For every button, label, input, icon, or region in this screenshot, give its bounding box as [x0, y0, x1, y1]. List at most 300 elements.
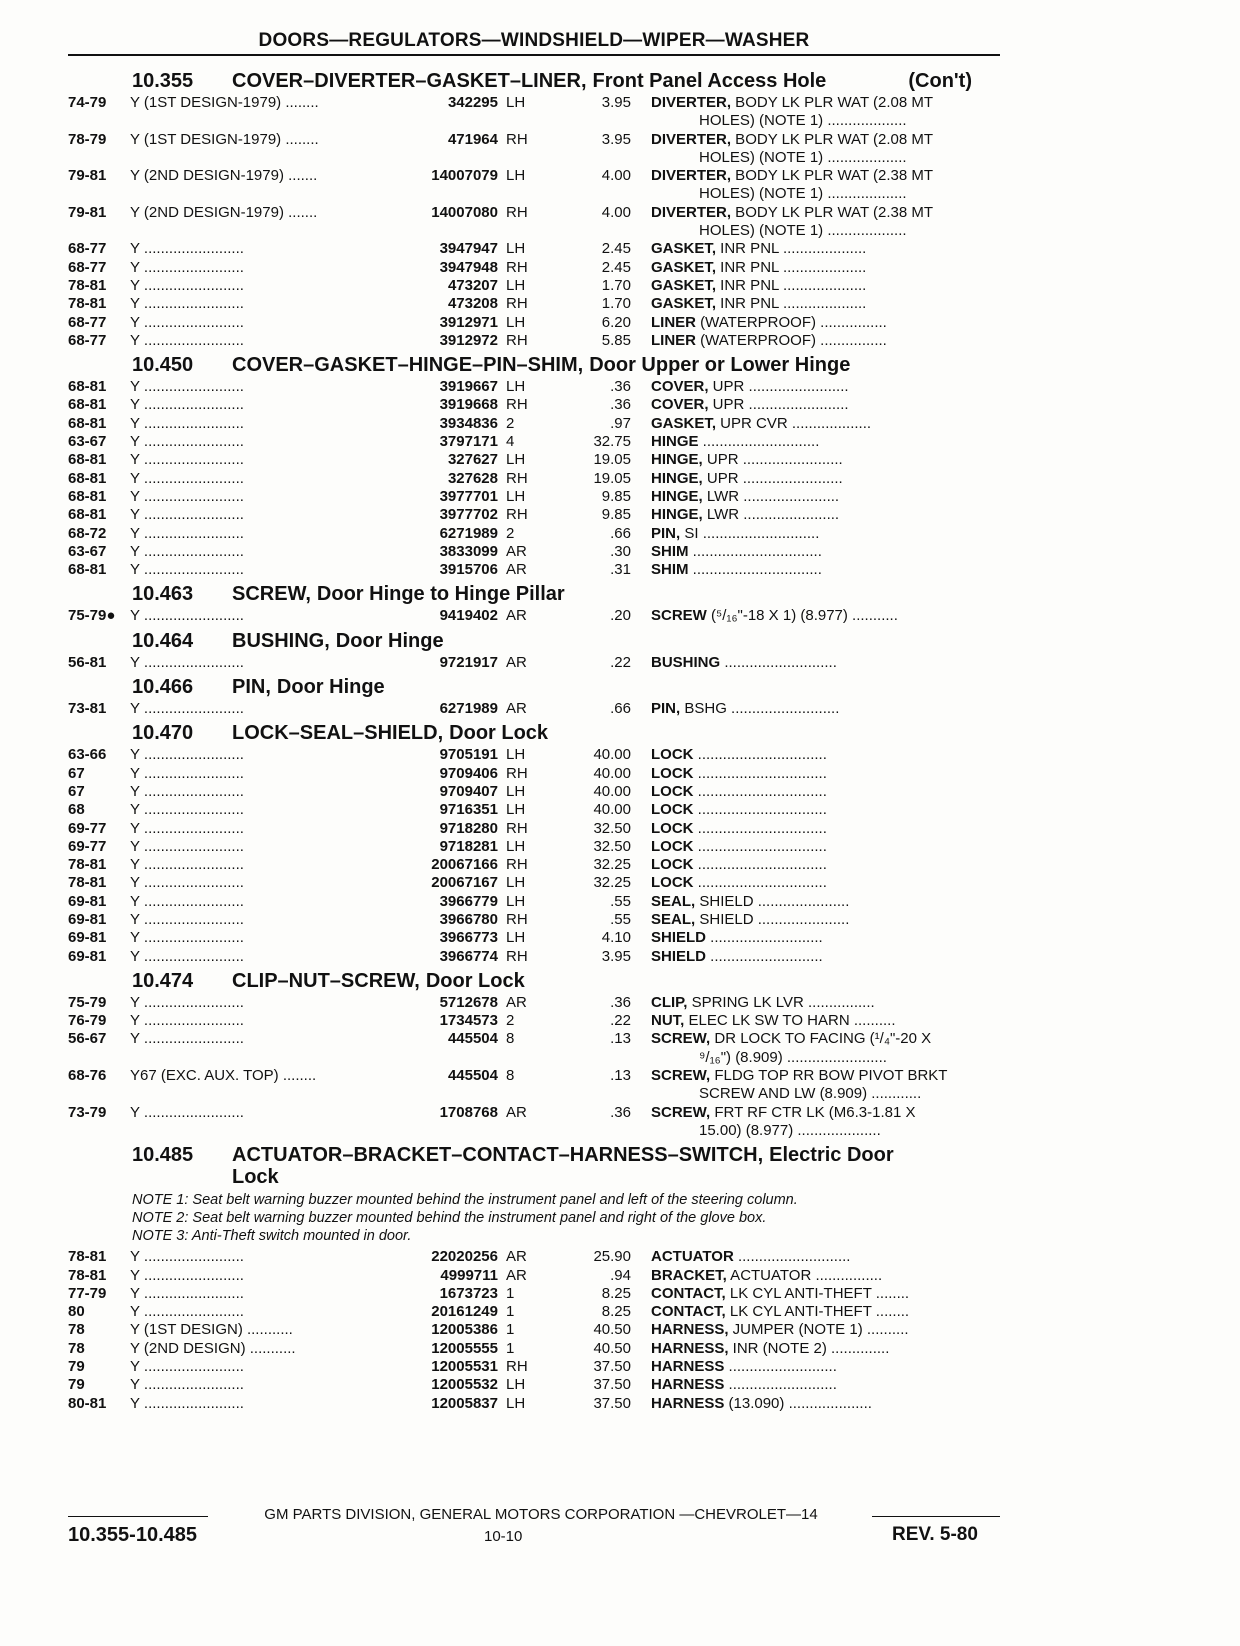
price: 40.00	[593, 782, 631, 800]
part-description	[651, 240, 1071, 258]
body-code: Y (1ST DESIGN-1979) ........	[130, 94, 319, 111]
description-text: BODY LK PLR WAT (2.08 MT	[731, 130, 934, 148]
quantity: RH	[506, 910, 528, 928]
model-years: 68-81	[68, 451, 107, 469]
quantity: 1	[506, 1284, 515, 1302]
part-description	[651, 543, 1071, 561]
description-keyword: LOCK	[651, 874, 694, 892]
quantity: AR	[506, 542, 527, 560]
part-row	[68, 314, 1000, 332]
body-code: Y ........................	[130, 561, 244, 579]
part-number: 445504	[447, 1067, 498, 1085]
footer-rule-right	[872, 1516, 1000, 1517]
body-code: Y ........................	[130, 1358, 244, 1376]
section-title: PIN,	[232, 676, 271, 699]
quantity: AR	[506, 1103, 527, 1121]
part-number: 6271989	[439, 524, 498, 542]
model-years: 68-81	[68, 561, 107, 579]
section-title-continued: Lock	[232, 1166, 279, 1189]
quantity: LH	[506, 837, 526, 855]
model-years: 68-77	[68, 313, 107, 331]
quantity: RH	[506, 947, 528, 965]
section-heading	[68, 353, 1000, 377]
model-years: 75-79	[68, 993, 107, 1011]
section-heading	[68, 721, 1000, 745]
description-keyword: HARNESS	[651, 1394, 725, 1412]
model-years: 63-67	[68, 542, 107, 560]
description-continued: HOLES) (NOTE 1) ...................	[699, 185, 907, 203]
body-code: Y ........................	[130, 856, 244, 874]
part-description	[651, 874, 1071, 892]
part-number: 471964	[447, 130, 498, 148]
part-row	[68, 470, 1000, 488]
model-years: 68-77	[68, 258, 107, 276]
part-number: 22020256	[431, 1248, 498, 1266]
part-row	[68, 1030, 1000, 1067]
model-years: 78-81	[68, 1248, 107, 1266]
body-code: Y ........................	[130, 837, 244, 855]
part-row	[68, 765, 1000, 783]
section-number: 10.355	[132, 70, 194, 92]
quantity: RH	[506, 295, 528, 313]
body-code: Y (1ST DESIGN-1979) ........	[130, 130, 319, 148]
quantity: LH	[506, 313, 526, 331]
quantity: 2	[506, 1012, 515, 1030]
section-title: COVER–DIVERTER–GASKET–LINER,	[232, 70, 587, 92]
description-keyword: SCREW,	[651, 1030, 711, 1048]
quantity: LH	[506, 378, 526, 396]
part-row	[68, 1358, 1000, 1376]
part-row	[68, 204, 1000, 241]
body-code: Y ........................	[130, 910, 244, 928]
part-row	[68, 488, 1000, 506]
description-text: (WATERPROOF) ................	[696, 313, 887, 331]
price: .55	[610, 910, 631, 928]
part-number: 9718280	[439, 819, 498, 837]
body-code: Y ........................	[130, 1030, 244, 1048]
body-code: Y ........................	[130, 414, 244, 432]
quantity: 8	[506, 1030, 515, 1048]
description-continued: HOLES) (NOTE 1) ...................	[699, 148, 907, 166]
body-code: Y ........................	[130, 451, 244, 469]
model-years: 73-79	[68, 1103, 107, 1121]
part-row	[68, 1303, 1000, 1321]
body-code: Y ........................	[130, 782, 244, 800]
model-years: 78-81	[68, 856, 107, 874]
section-number: 10.463	[132, 583, 194, 606]
body-code: Y ........................	[130, 1376, 244, 1394]
description-text: UPR ........................	[702, 451, 843, 469]
part-number: 12005837	[431, 1394, 498, 1412]
model-years: 68-76	[68, 1067, 107, 1085]
part-number: 6271989	[439, 700, 498, 718]
note-line: NOTE 1: Seat belt warning buzzer mounted behind the instrument panel and left of the steering column.	[132, 1192, 798, 1209]
part-description	[651, 1376, 1071, 1394]
note-line: NOTE 3: Anti-Theft switch mounted in door.	[132, 1228, 412, 1245]
model-years: 80-81	[68, 1394, 107, 1412]
part-number: 14007079	[431, 167, 498, 185]
part-description	[651, 1395, 1071, 1413]
part-description	[651, 607, 1071, 625]
section-number: 10.470	[132, 722, 194, 745]
part-description	[651, 451, 1071, 469]
description-keyword: LOCK	[651, 746, 694, 764]
part-number: 3977701	[439, 487, 498, 505]
part-number: 12005386	[431, 1321, 498, 1339]
note-line: NOTE 2: Seat belt warning buzzer mounted behind the instrument panel and right of the glove box.	[132, 1210, 767, 1227]
part-row	[68, 746, 1000, 764]
description-keyword: LOCK	[651, 819, 694, 837]
price: 4.00	[601, 167, 631, 185]
part-number: 3912971	[439, 313, 498, 331]
price: .22	[610, 1012, 631, 1030]
part-description	[651, 314, 1071, 332]
description-text: ...............................	[693, 782, 827, 800]
description-keyword: GASKET,	[651, 414, 717, 432]
part-number: 3966774	[439, 947, 498, 965]
section-subtitle: Door Hinge	[276, 676, 385, 699]
body-code: Y ........................	[130, 331, 244, 349]
description-keyword: BRACKET,	[651, 1266, 727, 1284]
description-keyword: PIN,	[651, 524, 681, 542]
model-years: 68-81	[68, 487, 107, 505]
model-years: 74-79	[68, 94, 107, 111]
part-description	[651, 746, 1071, 764]
part-description	[651, 1340, 1071, 1358]
description-keyword: SHIELD	[651, 929, 707, 947]
description-continued: SCREW AND LW (8.909) ............	[699, 1085, 922, 1103]
description-keyword: COVER,	[651, 378, 709, 396]
description-keyword: SCREW	[651, 607, 707, 625]
description-keyword: HINGE,	[651, 487, 703, 505]
part-description	[651, 856, 1071, 874]
footer-rule-left	[68, 1516, 208, 1517]
price: 19.05	[593, 469, 631, 487]
part-number: 20067167	[431, 874, 498, 892]
description-keyword: LOCK	[651, 837, 694, 855]
quantity: RH	[506, 856, 528, 874]
description-continued: HOLES) (NOTE 1) ...................	[699, 112, 907, 130]
description-text: FLDG TOP RR BOW PIVOT BRKT	[710, 1067, 948, 1085]
price: 4.00	[601, 203, 631, 221]
body-code: Y ........................	[130, 1303, 244, 1321]
description-keyword: GASKET,	[651, 240, 717, 258]
model-years: 68-81	[68, 378, 107, 396]
part-row	[68, 801, 1000, 819]
part-row	[68, 874, 1000, 892]
model-years: 79-81	[68, 167, 107, 185]
description-text: INR (NOTE 2) ..............	[728, 1339, 890, 1357]
part-number: 1708768	[439, 1103, 498, 1121]
price: 1.70	[601, 276, 631, 294]
section-heading	[68, 69, 1000, 93]
footer-group-range: 10.355-10.485	[68, 1524, 198, 1546]
part-description	[651, 415, 1071, 433]
part-number: 3966780	[439, 910, 498, 928]
description-keyword: CONTACT,	[651, 1303, 726, 1321]
quantity: AR	[506, 653, 527, 671]
description-keyword: SHIM	[651, 542, 689, 560]
part-number: 3966773	[439, 929, 498, 947]
description-continued: HOLES) (NOTE 1) ...................	[699, 222, 907, 240]
quantity: AR	[506, 607, 527, 625]
description-text: BODY LK PLR WAT (2.38 MT	[731, 203, 934, 221]
description-text: INR PNL ....................	[716, 240, 867, 258]
quantity: AR	[506, 1248, 527, 1266]
description-keyword: LOCK	[651, 856, 694, 874]
model-years: 63-66	[68, 746, 107, 764]
description-keyword: SCREW,	[651, 1067, 711, 1085]
description-keyword: LOCK	[651, 801, 694, 819]
part-number: 445504	[447, 1030, 498, 1048]
section-notes	[68, 1191, 1000, 1245]
part-description	[651, 1030, 1071, 1067]
description-keyword: DIVERTER,	[651, 203, 732, 221]
description-text: ...............................	[693, 874, 827, 892]
part-description	[651, 1104, 1071, 1141]
model-years: 78-81	[68, 276, 107, 294]
section-number: 10.450	[132, 354, 194, 377]
part-description	[651, 929, 1071, 947]
part-description	[651, 783, 1071, 801]
part-row	[68, 295, 1000, 313]
section-title: SCREW,	[232, 583, 311, 606]
model-years: 78-81	[68, 874, 107, 892]
part-row	[68, 1067, 1000, 1104]
description-text: UPR ........................	[708, 378, 849, 396]
quantity: LH	[506, 451, 526, 469]
part-row	[68, 820, 1000, 838]
model-years: 63-67	[68, 433, 107, 451]
description-text: ELEC LK SW TO HARN ..........	[684, 1012, 896, 1030]
part-row	[68, 1285, 1000, 1303]
part-description	[651, 259, 1071, 277]
part-number: 327627	[447, 451, 498, 469]
description-keyword: LOCK	[651, 764, 694, 782]
price: 5.85	[601, 331, 631, 349]
description-text: UPR ........................	[702, 469, 843, 487]
description-keyword: LINER	[651, 313, 696, 331]
part-row	[68, 911, 1000, 929]
quantity: 4	[506, 433, 515, 451]
price: 32.50	[593, 819, 631, 837]
price: 19.05	[593, 451, 631, 469]
description-keyword: GASKET,	[651, 276, 717, 294]
description-text: ...........................	[706, 929, 823, 947]
part-number: 3915706	[439, 561, 498, 579]
description-text: INR PNL ....................	[716, 258, 867, 276]
body-code: Y ........................	[130, 506, 244, 524]
description-text: (WATERPROOF) ................	[696, 331, 887, 349]
part-number: 14007080	[431, 203, 498, 221]
part-number: 9419402	[439, 607, 498, 625]
price: 40.50	[593, 1321, 631, 1339]
part-row	[68, 433, 1000, 451]
part-number: 5712678	[439, 993, 498, 1011]
description-keyword: LINER	[651, 331, 696, 349]
model-years: 68-81	[68, 396, 107, 414]
footer-publisher: GM PARTS DIVISION, GENERAL MOTORS CORPORATION —CHEVROLET—14	[264, 1506, 818, 1523]
price: .97	[610, 414, 631, 432]
body-code: Y (2ND DESIGN-1979) .......	[130, 167, 318, 185]
part-row	[68, 783, 1000, 801]
part-number: 3833099	[439, 542, 498, 560]
part-description	[651, 433, 1071, 451]
price: 6.20	[601, 313, 631, 331]
description-keyword: GASKET,	[651, 258, 717, 276]
price: 8.25	[601, 1284, 631, 1302]
quantity: LH	[506, 167, 526, 185]
part-number: 20067166	[431, 856, 498, 874]
part-row	[68, 415, 1000, 433]
model-years: 79-81	[68, 203, 107, 221]
part-number: 3919668	[439, 396, 498, 414]
part-description	[651, 506, 1071, 524]
model-years: 78-81	[68, 295, 107, 313]
description-keyword: PIN,	[651, 700, 681, 718]
section-title: BUSHING,	[232, 629, 330, 652]
body-code: Y ........................	[130, 487, 244, 505]
part-description	[651, 911, 1071, 929]
price: .22	[610, 653, 631, 671]
header-rule	[68, 54, 1000, 56]
description-text: ...........................	[720, 653, 837, 671]
part-row	[68, 838, 1000, 856]
model-years: 68-77	[68, 331, 107, 349]
body-code: Y67 (EXC. AUX. TOP) ........	[130, 1067, 317, 1085]
model-years: 68-81	[68, 506, 107, 524]
body-code: Y ........................	[130, 746, 244, 764]
description-keyword: ACTUATOR	[651, 1248, 734, 1266]
body-code: Y (2ND DESIGN) ...........	[130, 1339, 296, 1357]
description-keyword: HARNESS,	[651, 1339, 729, 1357]
part-row	[68, 948, 1000, 966]
part-description	[651, 131, 1071, 168]
part-row	[68, 929, 1000, 947]
body-code: Y ........................	[130, 993, 244, 1011]
description-keyword: HINGE,	[651, 469, 703, 487]
part-description	[651, 654, 1071, 672]
body-code: Y (1ST DESIGN) ...........	[130, 1321, 293, 1339]
quantity: RH	[506, 469, 528, 487]
price: 37.50	[593, 1394, 631, 1412]
description-text: UPR CVR ...................	[716, 414, 872, 432]
part-number: 3947947	[439, 240, 498, 258]
body-code: Y ........................	[130, 240, 244, 258]
part-number: 3966779	[439, 892, 498, 910]
body-code: Y ........................	[130, 469, 244, 487]
part-description	[651, 1358, 1071, 1376]
description-text: ...............................	[693, 856, 827, 874]
part-description	[651, 470, 1071, 488]
part-number: 9709406	[439, 764, 498, 782]
part-number: 20161249	[431, 1303, 498, 1321]
section-heading	[68, 969, 1000, 993]
body-code: Y ........................	[130, 1248, 244, 1266]
price: 2.45	[601, 258, 631, 276]
model-years: 68-72	[68, 524, 107, 542]
part-row	[68, 396, 1000, 414]
part-number: 9721917	[439, 653, 498, 671]
description-keyword: HINGE,	[651, 451, 703, 469]
description-text: UPR ........................	[708, 396, 849, 414]
price: .20	[610, 607, 631, 625]
part-row	[68, 451, 1000, 469]
part-description	[651, 1285, 1071, 1303]
part-number: 9716351	[439, 801, 498, 819]
part-row	[68, 543, 1000, 561]
part-row	[68, 506, 1000, 524]
part-description	[651, 994, 1071, 1012]
part-row	[68, 1395, 1000, 1413]
description-keyword: CLIP,	[651, 993, 688, 1011]
description-keyword: HARNESS,	[651, 1321, 729, 1339]
part-number: 3934836	[439, 414, 498, 432]
price: 3.95	[601, 947, 631, 965]
model-years: 67	[68, 764, 85, 782]
price: .36	[610, 378, 631, 396]
part-description	[651, 1248, 1071, 1266]
part-row	[68, 700, 1000, 718]
model-years: 68-81	[68, 414, 107, 432]
part-description	[651, 525, 1071, 543]
part-description	[651, 948, 1071, 966]
model-years: 78-81	[68, 1266, 107, 1284]
part-number: 12005532	[431, 1376, 498, 1394]
price: .13	[610, 1067, 631, 1085]
part-number: 9709407	[439, 782, 498, 800]
quantity: RH	[506, 258, 528, 276]
part-row	[68, 167, 1000, 204]
price: 9.85	[601, 506, 631, 524]
model-years: 69-77	[68, 819, 107, 837]
section-heading	[68, 629, 1000, 653]
description-text: ...............................	[693, 837, 827, 855]
price: 32.25	[593, 874, 631, 892]
model-years: 77-79	[68, 1284, 107, 1302]
part-row	[68, 1248, 1000, 1266]
model-years: 69-81	[68, 947, 107, 965]
part-row	[68, 94, 1000, 131]
quantity: AR	[506, 700, 527, 718]
model-years: 56-81	[68, 653, 107, 671]
description-text: JUMPER (NOTE 1) ..........	[728, 1321, 909, 1339]
part-description	[651, 893, 1071, 911]
section-number: 10.485	[132, 1144, 194, 1167]
body-code: Y ........................	[130, 378, 244, 396]
part-row	[68, 240, 1000, 258]
description-keyword: HINGE,	[651, 506, 703, 524]
section-heading	[68, 675, 1000, 699]
section-number: 10.464	[132, 629, 194, 652]
body-code: Y ........................	[130, 1012, 244, 1030]
part-description	[651, 1012, 1071, 1030]
part-row	[68, 1104, 1000, 1141]
model-years: 68	[68, 801, 85, 819]
quantity: LH	[506, 746, 526, 764]
quantity: 1	[506, 1339, 515, 1357]
description-keyword: SHIM	[651, 561, 689, 579]
part-number: 342295	[447, 94, 498, 111]
quantity: AR	[506, 1266, 527, 1284]
part-description	[651, 765, 1071, 783]
description-keyword: SEAL,	[651, 910, 696, 928]
model-years: 75-79●	[68, 607, 116, 625]
price: 40.00	[593, 764, 631, 782]
model-years: 80	[68, 1303, 85, 1321]
price: 32.75	[593, 433, 631, 451]
description-keyword: DIVERTER,	[651, 167, 732, 185]
